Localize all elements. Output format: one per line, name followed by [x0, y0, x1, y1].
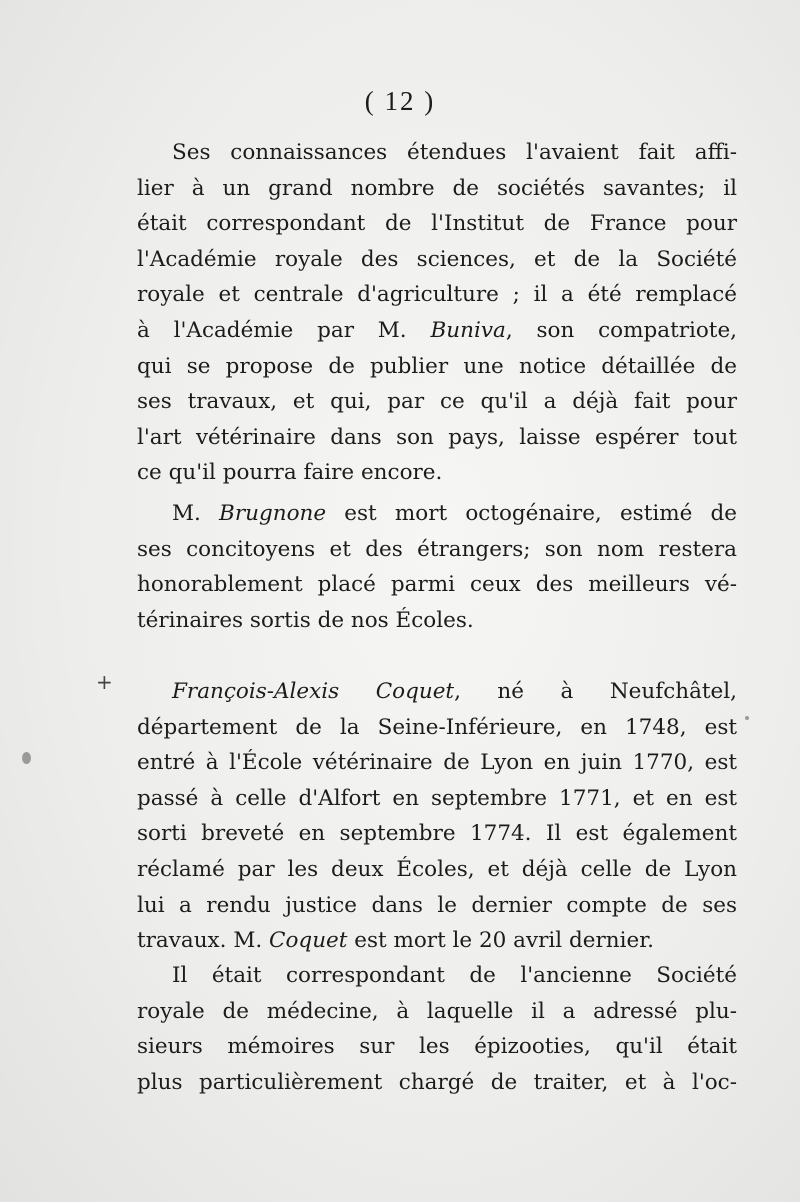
- text-line: département de la Seine-Inférieure, en 1748, est: [137, 714, 737, 740]
- person-name: François-Alexis Coquet: [172, 679, 455, 704]
- text-line: passé à celle d'Alfort en septembre 1771, et en est: [137, 785, 737, 811]
- text-line: l'art vétérinaire dans son pays, laisse espérer tout: [137, 424, 737, 450]
- text-line: lui a rendu justice dans le dernier compte de ses: [137, 892, 737, 918]
- text-segment: , son compatriote,: [505, 318, 738, 343]
- text-segment: , né à Neufchâtel,: [454, 679, 737, 704]
- margin-mark: +: [96, 670, 113, 694]
- text-line: [172, 496, 737, 532]
- text-line: lier à un grand nombre de sociétés savantes; il: [137, 175, 737, 201]
- text-line: [137, 923, 737, 959]
- text-line: Ses connaissances étendues l'avaient fait affi-: [172, 140, 737, 165]
- text-segment: M.: [172, 501, 220, 526]
- text-line: était correspondant de l'Institut de France pour: [137, 211, 737, 237]
- text-line: plus particulièrement chargé de traiter, et à l'oc-: [137, 1069, 737, 1095]
- text-line: royale de médecine, à laquelle il a adressé plu-: [137, 998, 737, 1024]
- text-line: qui se propose de publier une notice détaillée de: [137, 353, 737, 379]
- text-segment: est mort octogénaire, estimé de: [326, 501, 738, 526]
- text-line: ses travaux, et qui, par ce qu'il a déjà fait pour: [137, 389, 737, 415]
- paper-speck: [745, 716, 749, 720]
- text-line: l'Académie royale des sciences, et de la Société: [137, 246, 737, 272]
- text-segment: à l'Académie par M.: [137, 318, 431, 343]
- text-segment: travaux. M.: [137, 928, 270, 954]
- text-line: ses concitoyens et des étrangers; son nom restera: [137, 536, 737, 562]
- page-number: ( 12 ): [364, 86, 436, 116]
- text-line: térinaires sortis de nos Écoles.: [137, 607, 474, 633]
- text-line: ce qu'il pourra faire encore.: [137, 460, 443, 486]
- text-line: entré à l'École vétérinaire de Lyon en juin 1770, est: [137, 750, 737, 776]
- person-name: Buniva: [430, 318, 506, 343]
- text-line: sieurs mémoires sur les épizooties, qu'il était: [137, 1034, 737, 1060]
- text-line: [172, 674, 737, 710]
- text-segment: est mort le 20 avril dernier.: [347, 928, 654, 954]
- text-line: royale et centrale d'agriculture ; il a été remplacé: [137, 282, 737, 308]
- text-line: [137, 313, 737, 349]
- person-name: Brugnone: [219, 501, 327, 526]
- text-line: sorti breveté en septembre 1774. Il est également: [137, 821, 737, 847]
- person-name: Coquet: [269, 928, 348, 954]
- text-line: Il était correspondant de l'ancienne Société: [172, 963, 737, 988]
- text-line: honorablement placé parmi ceux des meilleurs vé-: [137, 572, 737, 598]
- text-line: réclamé par les deux Écoles, et déjà celle de Lyon: [137, 857, 737, 882]
- paper-speck: [22, 752, 31, 764]
